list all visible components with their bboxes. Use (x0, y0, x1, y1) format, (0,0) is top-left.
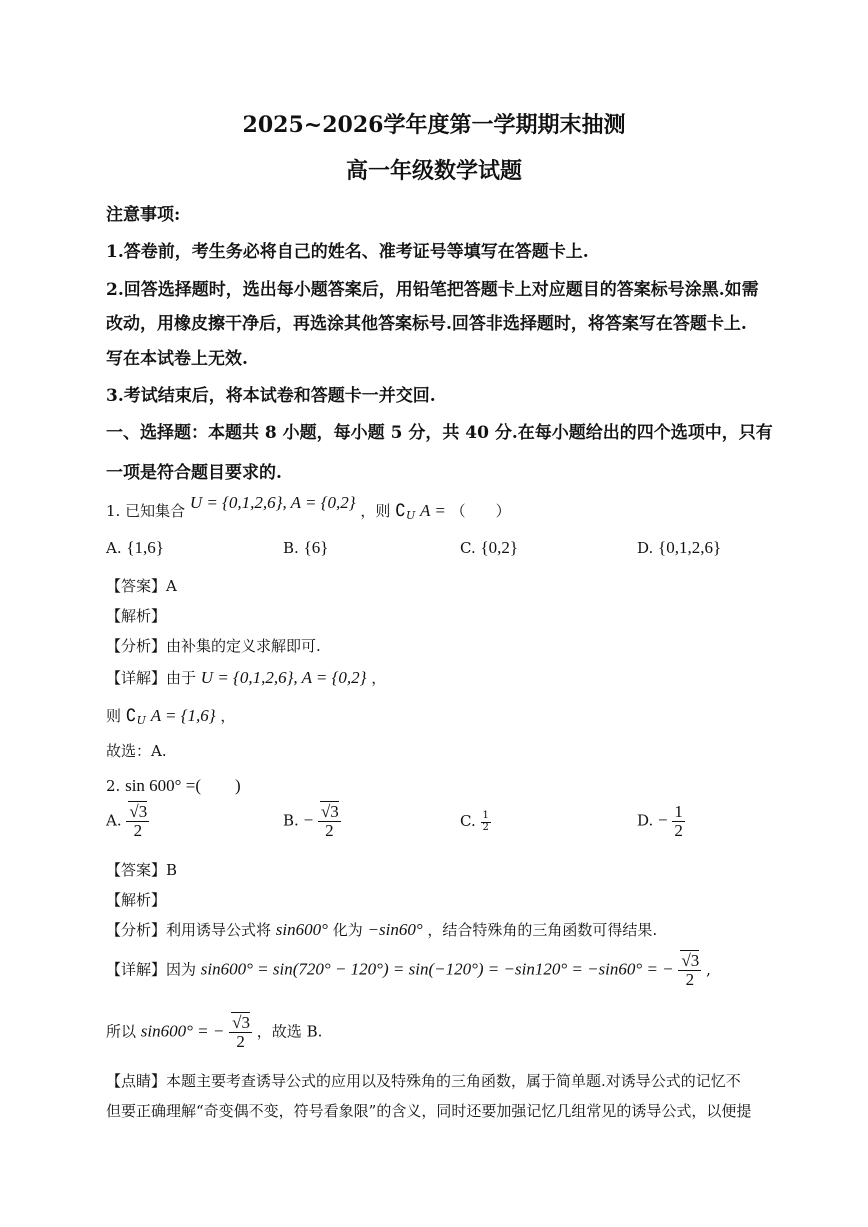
detail-expression: sin600° = sin(720° − 120°) = sin(−120°) = −sin120° = −sin60° = − (200, 959, 674, 979)
fraction-denominator: 2 (674, 820, 683, 840)
question-1-then (106, 705, 235, 727)
fraction-numerator: 1 (674, 802, 683, 821)
question-1-prefix: 1. 已知集合 (106, 502, 186, 520)
fenxi-prefix: 【分析】利用诱导公式将 (106, 921, 272, 939)
detail-fraction (678, 952, 701, 989)
question-1-choose: 故选：A. (106, 742, 167, 760)
fraction-numerator: √3 (232, 1013, 251, 1032)
section-1-line-1: 一、选择题：本题共 8 小题，每小题 5 分，共 40 分.在每小题给出的四个选项中，只有 (106, 423, 773, 443)
so-suffix: ，故选 B. (256, 1022, 323, 1041)
then-suffix: ， (220, 707, 236, 725)
complement-subscript: U (405, 509, 416, 522)
fraction-denominator: 2 (482, 821, 489, 833)
detail-suffix: ， (371, 669, 387, 687)
notice-item-2-line-2: 改动，用橡皮擦干净后，再选涂其他答案标号.回答非选择题时，将答案写在答题卡上. (106, 314, 747, 334)
option-value: {0,1,2,6} (658, 538, 722, 557)
option-label: C. (460, 812, 476, 830)
notice-item-3: 3.考试结束后，将本试卷和答题卡一并交回. (106, 386, 436, 406)
question-2-fenxi (106, 919, 657, 940)
option-label: C. (460, 539, 476, 557)
question-2-answer: 【答案】B (106, 861, 178, 879)
question-1-middle: ，则 (360, 502, 391, 520)
title-line-1: 2025~2026学年度第一学期期末抽测 (242, 112, 626, 138)
question-2-note-line-1: 【点睛】本题主要考查诱导公式的应用以及特殊角的三角函数，属于简单题.对诱导公式的记忆不 (106, 1072, 741, 1090)
option-label: D. (637, 539, 654, 557)
option-value: {1,6} (126, 538, 164, 557)
option-1-a (106, 538, 164, 558)
question-1-stem (106, 493, 511, 522)
option-label: B. (283, 539, 299, 557)
title-line-2: 高一年级数学试题 (345, 158, 522, 184)
option-1-d (637, 538, 721, 558)
detail-suffix: , (706, 960, 711, 979)
question-2-stem (106, 771, 241, 796)
question-2-detail (106, 952, 711, 989)
so-expression: sin600° = − (140, 1021, 225, 1041)
fraction-numerator: √3 (681, 951, 700, 970)
fraction-numerator: √3 (320, 802, 339, 821)
option-2-b (283, 803, 341, 840)
option-label: D. (637, 811, 654, 830)
option-value: {6} (303, 538, 329, 557)
question-2-conclusion (106, 1014, 322, 1051)
notice-heading: 注意事项: (106, 205, 181, 225)
complement-subscript: U (136, 714, 146, 727)
fraction-denominator: 2 (325, 820, 334, 840)
detail-expression: U = {0,1,2,6}, A = {0,2} (200, 668, 367, 687)
option-label: A. (106, 539, 122, 557)
question-1-detail (106, 667, 386, 688)
so-prefix: 所以 (106, 1022, 137, 1041)
question-1-complement-rest: A = (420, 501, 446, 520)
question-1-fenxi: 【分析】由补集的定义求解即可. (106, 637, 321, 655)
option-fraction (672, 803, 685, 840)
question-1-blank: （ ） (450, 502, 511, 520)
fraction-denominator: 2 (236, 1031, 245, 1051)
fraction-numerator: 1 (482, 810, 489, 821)
detail-prefix: 【详解】因为 (106, 960, 197, 979)
fraction-numerator: √3 (129, 802, 148, 821)
option-fraction (481, 811, 491, 833)
notice-item-2-line-1: 2.回答选择题时，选出每小题答案后，用铅笔把答题卡上对应题目的答案标号涂黑.如需 (106, 280, 759, 300)
then-prefix: 则 (106, 707, 122, 725)
question-1-analysis-tag: 【解析】 (106, 607, 167, 625)
option-sign: − (658, 810, 668, 830)
question-1-answer: 【答案】A (106, 577, 177, 595)
option-2-a (106, 803, 149, 840)
question-2-analysis-tag: 【解析】 (106, 891, 167, 909)
fenxi-expression-1: sin600° (275, 920, 328, 939)
question-2-expression: sin 600° =( ) (125, 776, 241, 795)
fenxi-suffix: ，结合特殊角的三角函数可得结果. (427, 921, 658, 939)
option-fraction (126, 803, 149, 840)
option-label: A. (106, 811, 122, 830)
option-1-b (283, 538, 328, 558)
option-sign: − (303, 810, 314, 830)
fraction-denominator: 2 (133, 820, 143, 840)
option-fraction (318, 803, 341, 840)
option-label: B. (283, 811, 299, 830)
question-1-set-expression: U = {0,1,2,6}, A = {0,2} (189, 493, 356, 512)
option-2-c (460, 811, 491, 833)
then-expression: A = {1,6} (150, 706, 216, 725)
fenxi-expression-2: −sin60° (367, 920, 423, 939)
option-2-d (637, 803, 685, 840)
notice-item-1: 1.答卷前，考生务必将自己的姓名、准考证号等填写在答题卡上. (106, 242, 589, 262)
detail-prefix: 【详解】由于 (106, 669, 197, 687)
complement-symbol: ∁ (395, 501, 406, 520)
complement-symbol: ∁ (125, 706, 137, 725)
option-1-c (460, 538, 518, 558)
notice-item-2-line-3: 写在本试卷上无效. (106, 349, 248, 369)
fenxi-middle: 化为 (332, 921, 363, 939)
question-2-prefix: 2. (106, 777, 121, 795)
fraction-denominator: 2 (685, 969, 695, 989)
option-value: {0,2} (480, 538, 519, 557)
so-fraction (229, 1014, 252, 1051)
question-2-note-line-2: 但要正确理解“奇变偶不变，符号看象限”的含义，同时还要加强记忆几组常见的诱导公式，以便提 (106, 1102, 752, 1120)
section-1-line-2: 一项是符合题目要求的. (106, 463, 282, 483)
